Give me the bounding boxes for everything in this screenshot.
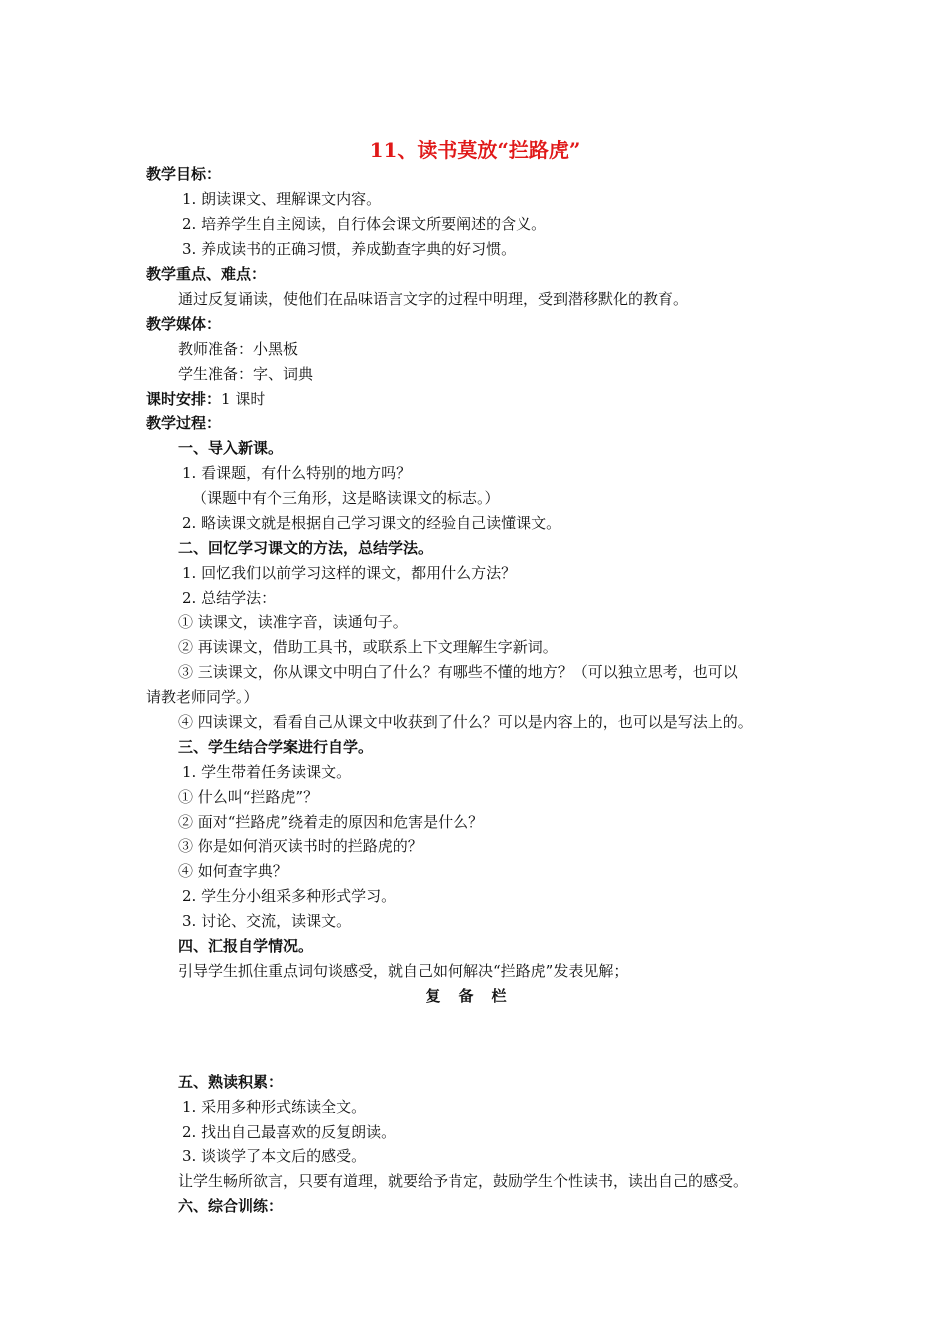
part3-heading: 三、学生结合学案进行自学。 [178,738,374,756]
part4-text: 引导学生抓住重点词句谈感受，就自己如何解决“拦路虎”发表见解； [178,962,629,980]
media-student: 学生准备：字、词典 [178,365,314,383]
media-teacher: 教师准备：小黑板 [178,340,299,358]
part5-item: 2. 找出自己最喜欢的反复朗读。 [182,1123,397,1141]
part2-item: ① 读课文，读准字音，读通句子。 [178,613,408,631]
part3-item: ① 什么叫“拦路虎”？ [178,788,319,806]
schedule-heading: 课时安排： [146,390,222,408]
goal-item: 2. 培养学生自主阅读，自行体会课文所要阐述的含义。 [182,215,547,233]
focus-text: 通过反复诵读，使他们在品味语言文字的过程中明理，受到潜移默化的教育。 [178,290,689,308]
part2-item: ② 再读课文，借助工具书，或联系上下文理解生字新词。 [178,638,558,656]
document-title: 11、读书莫放“拦路虎” [369,138,581,162]
part5-text: 让学生畅所欲言，只要有道理，就要给予肯定，鼓励学生个性读书，读出自己的感受。 [178,1172,749,1190]
part3-item: ③ 你是如何消灭读书时的拦路虎的？ [178,837,423,855]
part1-item: 2. 略读课文就是根据自己学习课文的经验自己读懂课文。 [182,514,562,532]
part3-item: ④ 如何查字典？ [178,862,288,880]
schedule-line [146,389,265,409]
part1-item: 1. 看课题，有什么特别的地方吗？ [182,464,412,482]
process-heading: 教学过程： [146,414,222,432]
part5-item: 1. 采用多种形式练读全文。 [182,1098,367,1116]
goal-item: 3. 养成读书的正确习惯，养成勤查字典的好习惯。 [182,240,517,258]
part6-heading: 六、综合训练： [178,1197,284,1215]
goal-item: 1. 朗读课文、理解课文内容。 [182,190,382,208]
review-column-label: 复备栏 [425,987,525,1005]
part3-item: 2. 学生分小组采多种形式学习。 [182,887,397,905]
part3-item: 3. 讨论、交流，读课文。 [182,912,352,930]
part2-item: ④ 四读课文，看看自己从课文中收获到了什么？可以是内容上的，也可以是写法上的。 [178,713,753,731]
part2-item: 1. 回忆我们以前学习这样的课文，都用什么方法？ [182,564,517,582]
part1-heading: 一、导入新课。 [178,439,284,457]
part4-heading: 四、汇报自学情况。 [178,937,314,955]
part5-item: 3. 谈谈学了本文后的感受。 [182,1147,367,1165]
part5-heading: 五、熟读积累： [178,1073,284,1091]
part2-item-continued: 请教老师同学。） [146,688,259,706]
schedule-value: 1 课时 [221,390,266,408]
part2-item: 2. 总结学法： [182,589,277,607]
part3-item: ② 面对“拦路虎”绕着走的原因和危害是什么？ [178,813,484,831]
part2-heading: 二、回忆学习课文的方法，总结学法。 [178,539,434,557]
part3-item: 1. 学生带着任务读课文。 [182,763,352,781]
part1-item: （课题中有个三角形，这是略读课文的标志。） [192,489,500,507]
part2-item: ③ 三读课文，你从课文中明白了什么？有哪些不懂的地方？（可以独立思考，也可以 [178,663,738,681]
goals-heading: 教学目标： [146,165,222,183]
focus-heading: 教学重点、难点： [146,265,267,283]
media-heading: 教学媒体： [146,315,222,333]
